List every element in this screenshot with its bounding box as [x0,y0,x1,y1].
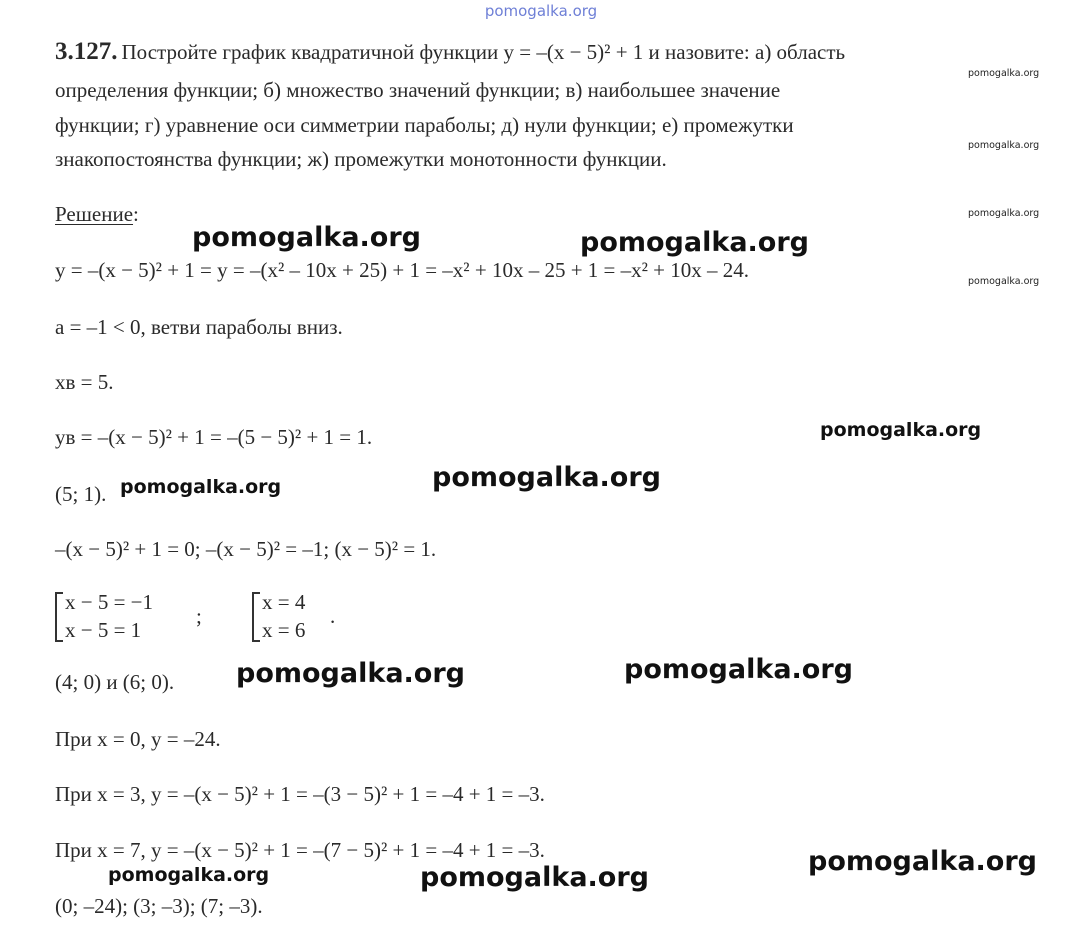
system-2-row-2: x = 6 [262,618,306,642]
task-line-3: функции; г) уравнение оси симметрии параболы; д) нули функции; е) промежутки [55,113,794,137]
system-2-row-1: x = 4 [262,590,306,614]
system-bracket [55,592,63,642]
solution-line-1: y = –(x − 5)² + 1 = y = –(x² – 10x + 25) + 1 = –x² + 10x – 25 + 1 = –x² + 10x – 24. [55,258,750,282]
watermark-big: pomogalka.org [420,862,649,893]
watermark-medium: pomogalka.org [108,864,270,886]
task-number: 3.127. [55,38,118,65]
watermark-small: pomogalka.org [968,208,1040,219]
solution-line-4: yв = –(x − 5)² + 1 = –(5 − 5)² + 1 = 1. [55,425,373,449]
system-2 [252,588,352,644]
watermark-medium: pomogalka.org [120,476,282,498]
task-text-1: Постройте график квадратичной функции y = –(x − 5)² + 1 и назовите: а) область [121,40,846,64]
watermark-small: pomogalka.org [968,140,1040,151]
watermark-big: pomogalka.org [580,227,809,258]
solution-line-11: При x = 7, y = –(x − 5)² + 1 = –(7 − 5)² + 1 = –4 + 1 = –3. [55,838,545,862]
solution-heading: Решение [55,202,134,226]
solution-line-12: (0; –24); (3; –3); (7; –3). [55,894,263,918]
system-separator: ; [196,604,202,628]
solution-line-8: (4; 0) и (6; 0). [55,670,175,694]
watermark-big: pomogalka.org [624,654,853,685]
solution-heading-row: Решение: [55,202,139,226]
system-1 [55,588,215,644]
task-line-2: определения функции; б) множество значений функции; в) наибольшее значение [55,78,781,102]
solution-line-2: a = –1 < 0, ветви параболы вниз. [55,315,343,339]
system-1-row-1: x − 5 = −1 [65,590,154,614]
watermark-big: pomogalka.org [192,222,421,253]
watermark-big: pomogalka.org [808,846,1037,877]
watermark-small: pomogalka.org [968,276,1040,287]
solution-line-6: –(x − 5)² + 1 = 0; –(x − 5)² = –1; (x − 5)² = 1. [55,537,437,561]
watermark-medium: pomogalka.org [820,419,982,441]
watermark-top: pomogalka.org [484,2,598,20]
system-1-row-2: x − 5 = 1 [65,618,142,642]
solution-line-5: (5; 1). [55,482,107,506]
watermark-small: pomogalka.org [968,68,1040,79]
task-line-4: знакопостоянства функции; ж) промежутки монотонности функции. [55,147,667,171]
watermark-big: pomogalka.org [236,658,465,689]
task-line-1 [55,38,845,66]
solution-line-10: При x = 3, y = –(x − 5)² + 1 = –(3 − 5)² + 1 = –4 + 1 = –3. [55,782,545,806]
solution-line-9: При x = 0, y = –24. [55,727,221,751]
watermark-big: pomogalka.org [432,462,661,493]
system-bracket [252,592,260,642]
solution-line-3: xв = 5. [55,370,114,394]
system-end-dot: . [330,604,336,628]
